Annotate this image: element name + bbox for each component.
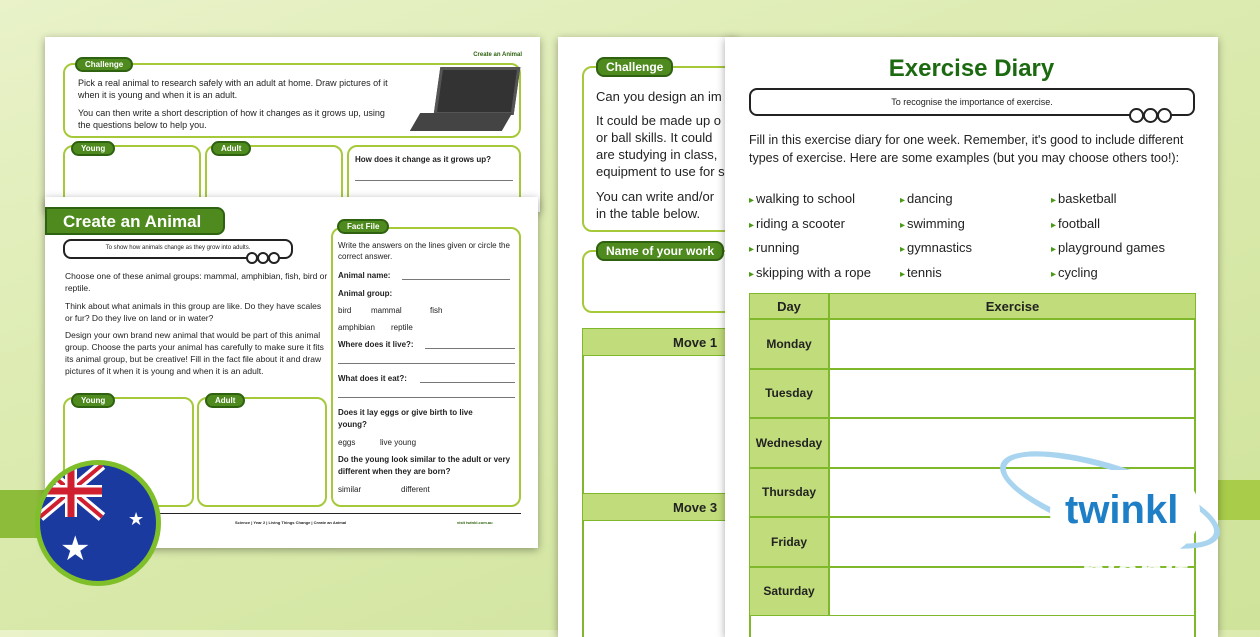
exercise-example: ▸ cycling	[1051, 265, 1098, 280]
move-3-header: Move 3	[582, 493, 738, 521]
logo-sub: planit	[1080, 550, 1187, 594]
eat-line-2[interactable]	[338, 397, 515, 398]
option-different[interactable]: different	[401, 485, 430, 494]
footer-url: visit twinkl.com.au	[457, 520, 493, 525]
adult-tag: Adult	[205, 393, 245, 408]
header-right: Create an Animal	[473, 52, 522, 58]
exercise-example: ▸ playground games	[1051, 240, 1165, 255]
challenge-tag: Challenge	[75, 57, 133, 72]
option-live-young[interactable]: live young	[380, 438, 417, 447]
worksheet-challenge-animal	[45, 37, 540, 212]
challenge-line-1: Can you design an im	[596, 89, 722, 104]
adult-box	[197, 397, 327, 507]
challenge-text-2: You can then write a short description of how it changes as it grows up, using the questions below to help you.	[78, 108, 385, 130]
page-title: Create an Animal	[63, 212, 202, 231]
day-cell: Saturday	[749, 567, 829, 617]
objective-box	[749, 88, 1195, 116]
option-eggs[interactable]: eggs	[338, 438, 356, 447]
challenge-line-7: in the table below.	[596, 206, 701, 221]
logo-brand: twinkl	[1065, 488, 1179, 532]
group-reptile[interactable]: reptile	[391, 323, 413, 332]
where-line-2[interactable]	[338, 363, 515, 364]
moves-table	[582, 328, 738, 637]
bullet-1: Choose one of these animal groups: mammal, amphibian, fish, bird or reptile.	[65, 271, 328, 293]
group-mammal[interactable]: mammal	[371, 306, 402, 315]
answer-line	[355, 180, 513, 181]
eat-line-1[interactable]	[420, 382, 515, 383]
laptop-image	[415, 67, 520, 132]
exercise-example: ▸ skipping with a rope	[749, 265, 871, 280]
where-line-1[interactable]	[425, 348, 515, 349]
exercise-example: ▸ dancing	[900, 191, 953, 206]
question-text: How does it change as it grows up?	[355, 155, 492, 164]
svg-text:★: ★	[128, 509, 145, 529]
objective-dots	[247, 252, 280, 264]
animal-name-label: Animal name:	[338, 271, 391, 280]
exercise-entry-cell[interactable]	[829, 369, 1196, 419]
challenge-line-4: are studying in class,	[596, 147, 718, 162]
adult-tag: Adult	[211, 141, 251, 156]
similar-question: Do the young look similar to the adult or very different when they are born?	[338, 455, 511, 476]
exercise-example: ▸ football	[1051, 216, 1100, 231]
bullet-3: Design your own brand new animal that would be part of this animal group. Choose the parts your animal has carefully to make sure it fits its animal group, but be creative! Fill in the fact file about it and draw pictures of it when it is young and when it is an adult.	[65, 330, 324, 376]
objective-dots	[1130, 108, 1172, 123]
exercise-example: ▸ basketball	[1051, 191, 1117, 206]
objective-text: To recognise the importance of exercise.	[891, 97, 1053, 107]
name-tag: Name of your work	[596, 241, 724, 261]
exercise-example: ▸ swimming	[900, 216, 965, 231]
eggs-question: Does it lay eggs or give birth to live young?	[338, 408, 473, 429]
day-cell: Friday	[749, 517, 829, 567]
challenge-line-6: You can write and/or	[596, 189, 715, 204]
australia-flag-icon	[35, 460, 161, 586]
animal-name-line[interactable]	[402, 279, 510, 280]
exercise-example: ▸ riding a scooter	[749, 216, 845, 231]
young-tag: Young	[71, 141, 115, 156]
day-column-header: Day	[749, 293, 829, 319]
exercise-example: ▸ tennis	[900, 265, 942, 280]
group-bird[interactable]: bird	[338, 306, 352, 315]
option-similar[interactable]: similar	[338, 485, 362, 494]
move-1-header: Move 1	[582, 328, 738, 356]
challenge-line-2: It could be made up o	[596, 113, 722, 128]
eat-label: What does it eat?:	[338, 374, 407, 383]
where-label: Where does it live?:	[338, 340, 414, 349]
objective-text: To show how animals change as they grow into adults.	[105, 245, 251, 251]
day-cell: Tuesday	[749, 369, 829, 419]
challenge-text-1: Pick a real animal to research safely with an adult at home. Draw pictures of it when it is young and when it is an adult.	[78, 78, 388, 100]
day-cell: Wednesday	[749, 418, 829, 468]
exercise-column-header: Exercise	[829, 293, 1196, 319]
group-fish[interactable]: fish	[430, 306, 443, 315]
young-tag: Young	[71, 393, 115, 408]
group-amphibian[interactable]: amphibian	[338, 323, 375, 332]
exercise-entry-cell[interactable]	[829, 319, 1196, 369]
exercise-example: ▸ gymnastics	[900, 240, 972, 255]
animal-group-label: Animal group:	[338, 289, 393, 298]
svg-text:★: ★	[60, 530, 91, 568]
bullet-2: Think about what animals in this group are like. Do they have scales or fur? Do they live on land or in water?	[65, 301, 322, 323]
exercise-example: ▸ walking to school	[749, 191, 855, 206]
fact-file-tag: Fact File	[337, 219, 389, 234]
exercise-example: ▸ running	[749, 240, 799, 255]
challenge-line-5: equipment to use for s	[596, 164, 725, 179]
intro-text: Fill in this exercise diary for one week. Remember, it's good to include different types of exercise. Here are some examples (but you may choose others too!):	[749, 133, 1184, 165]
twinkl-planit-logo	[990, 440, 1225, 610]
page-title: Exercise Diary	[888, 55, 1055, 82]
challenge-line-3: or ball skills. It could	[596, 130, 713, 145]
challenge-tag: Challenge	[596, 57, 673, 77]
day-cell: Thursday	[749, 468, 829, 518]
fact-file-intro: Write the answers on the lines given or circle the correct answer.	[338, 241, 510, 261]
day-cell: Monday	[749, 319, 829, 369]
footer-text: Science | Year 2 | Living Things Change | Create an Animal	[235, 520, 347, 525]
worksheet-exercise-challenge	[558, 37, 738, 637]
